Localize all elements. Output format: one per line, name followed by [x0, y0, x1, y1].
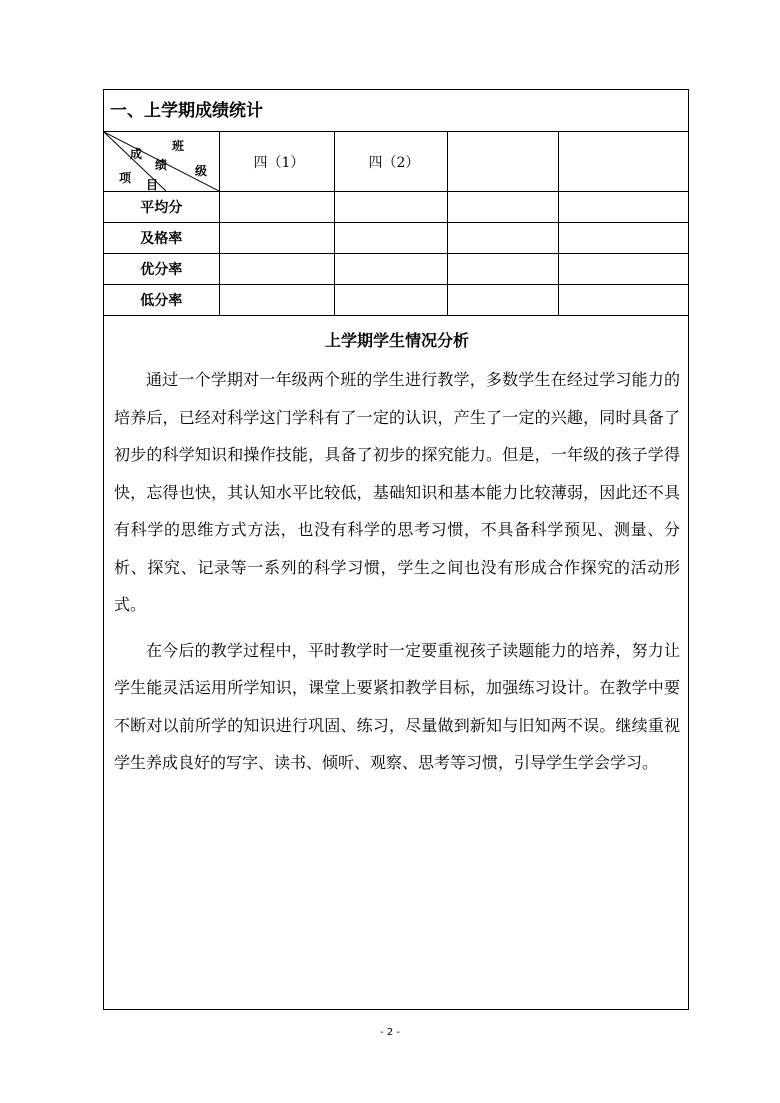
table-cell — [219, 254, 334, 285]
header-class-char1: 班 — [172, 139, 185, 153]
analysis-title: 上学期学生情况分析 — [324, 331, 469, 350]
table-cell — [334, 285, 447, 316]
header-score-char1: 成 — [130, 147, 143, 161]
column-header-class-1: 四（1） — [219, 132, 334, 192]
header-score-char2: 绩 — [155, 158, 168, 172]
document-frame — [103, 89, 689, 1010]
table-cell — [558, 223, 688, 254]
analysis-paragraph-2: 在今后的教学过程中，平时教学时一定要重视孩子读题能力的培养，努力让学生能灵活运用所学知识，课堂上要紧扣教学目标，加强练习设计。在教学中要不断对以前所学的知识进行巩固、练习，尽量做到新知与旧知两不误。继续重视学生养成良好的写字、读书、倾听、观察、思考等习惯，引导学生学会学习。 — [114, 640, 680, 772]
column-header-empty-3 — [447, 132, 558, 192]
table-cell — [558, 254, 688, 285]
table-row — [104, 254, 688, 285]
header-class-char2: 级 — [195, 164, 208, 178]
column-header-empty-4 — [558, 132, 688, 192]
table-cell — [447, 192, 558, 223]
section-title: 一、上学期成绩统计 — [104, 90, 688, 132]
table-row — [104, 285, 688, 316]
table-cell — [447, 223, 558, 254]
analysis-paragraph-1: 通过一个学期对一年级两个班的学生进行教学，多数学生在经过学习能力的培养后，已经对科学这门学科有了一定的认识，产生了一定的兴趣，同时具备了初步的科学知识和操作技能，具备了初步的探究能力。但是，一年级的孩子学得快，忘得也快，其认知水平比较低，基础知识和基本能力比较薄弱，因此还不具有科学的思维方式方法，也没有科学的思考习惯，不具备科学预见、测量、分析、探究、记录等一系列的科学习惯，学生之间也没有形成合作探究的活动形式。 — [114, 370, 680, 614]
row-label-average: 平均分 — [104, 192, 219, 223]
row-label-low-rate: 低分率 — [104, 285, 219, 316]
score-table — [104, 132, 688, 316]
analysis-section — [104, 317, 690, 782]
row-label-pass-rate: 及格率 — [104, 223, 219, 254]
table-cell — [219, 223, 334, 254]
table-header-row — [104, 132, 688, 192]
table-cell — [219, 285, 334, 316]
table-cell — [558, 192, 688, 223]
table-cell — [558, 285, 688, 316]
diagonal-header-cell — [104, 132, 219, 192]
table-cell — [447, 285, 558, 316]
table-cell — [334, 192, 447, 223]
page-number: - 2 - — [380, 1027, 400, 1038]
table-cell — [334, 223, 447, 254]
table-cell — [219, 192, 334, 223]
table-cell — [447, 254, 558, 285]
header-item-char1: 项 — [119, 171, 132, 185]
table-row — [104, 223, 688, 254]
table-row — [104, 192, 688, 223]
header-item-char2: 目 — [146, 178, 159, 192]
column-header-class-2: 四（2） — [334, 132, 447, 192]
row-label-excellent-rate: 优分率 — [104, 254, 219, 285]
table-cell — [334, 254, 447, 285]
